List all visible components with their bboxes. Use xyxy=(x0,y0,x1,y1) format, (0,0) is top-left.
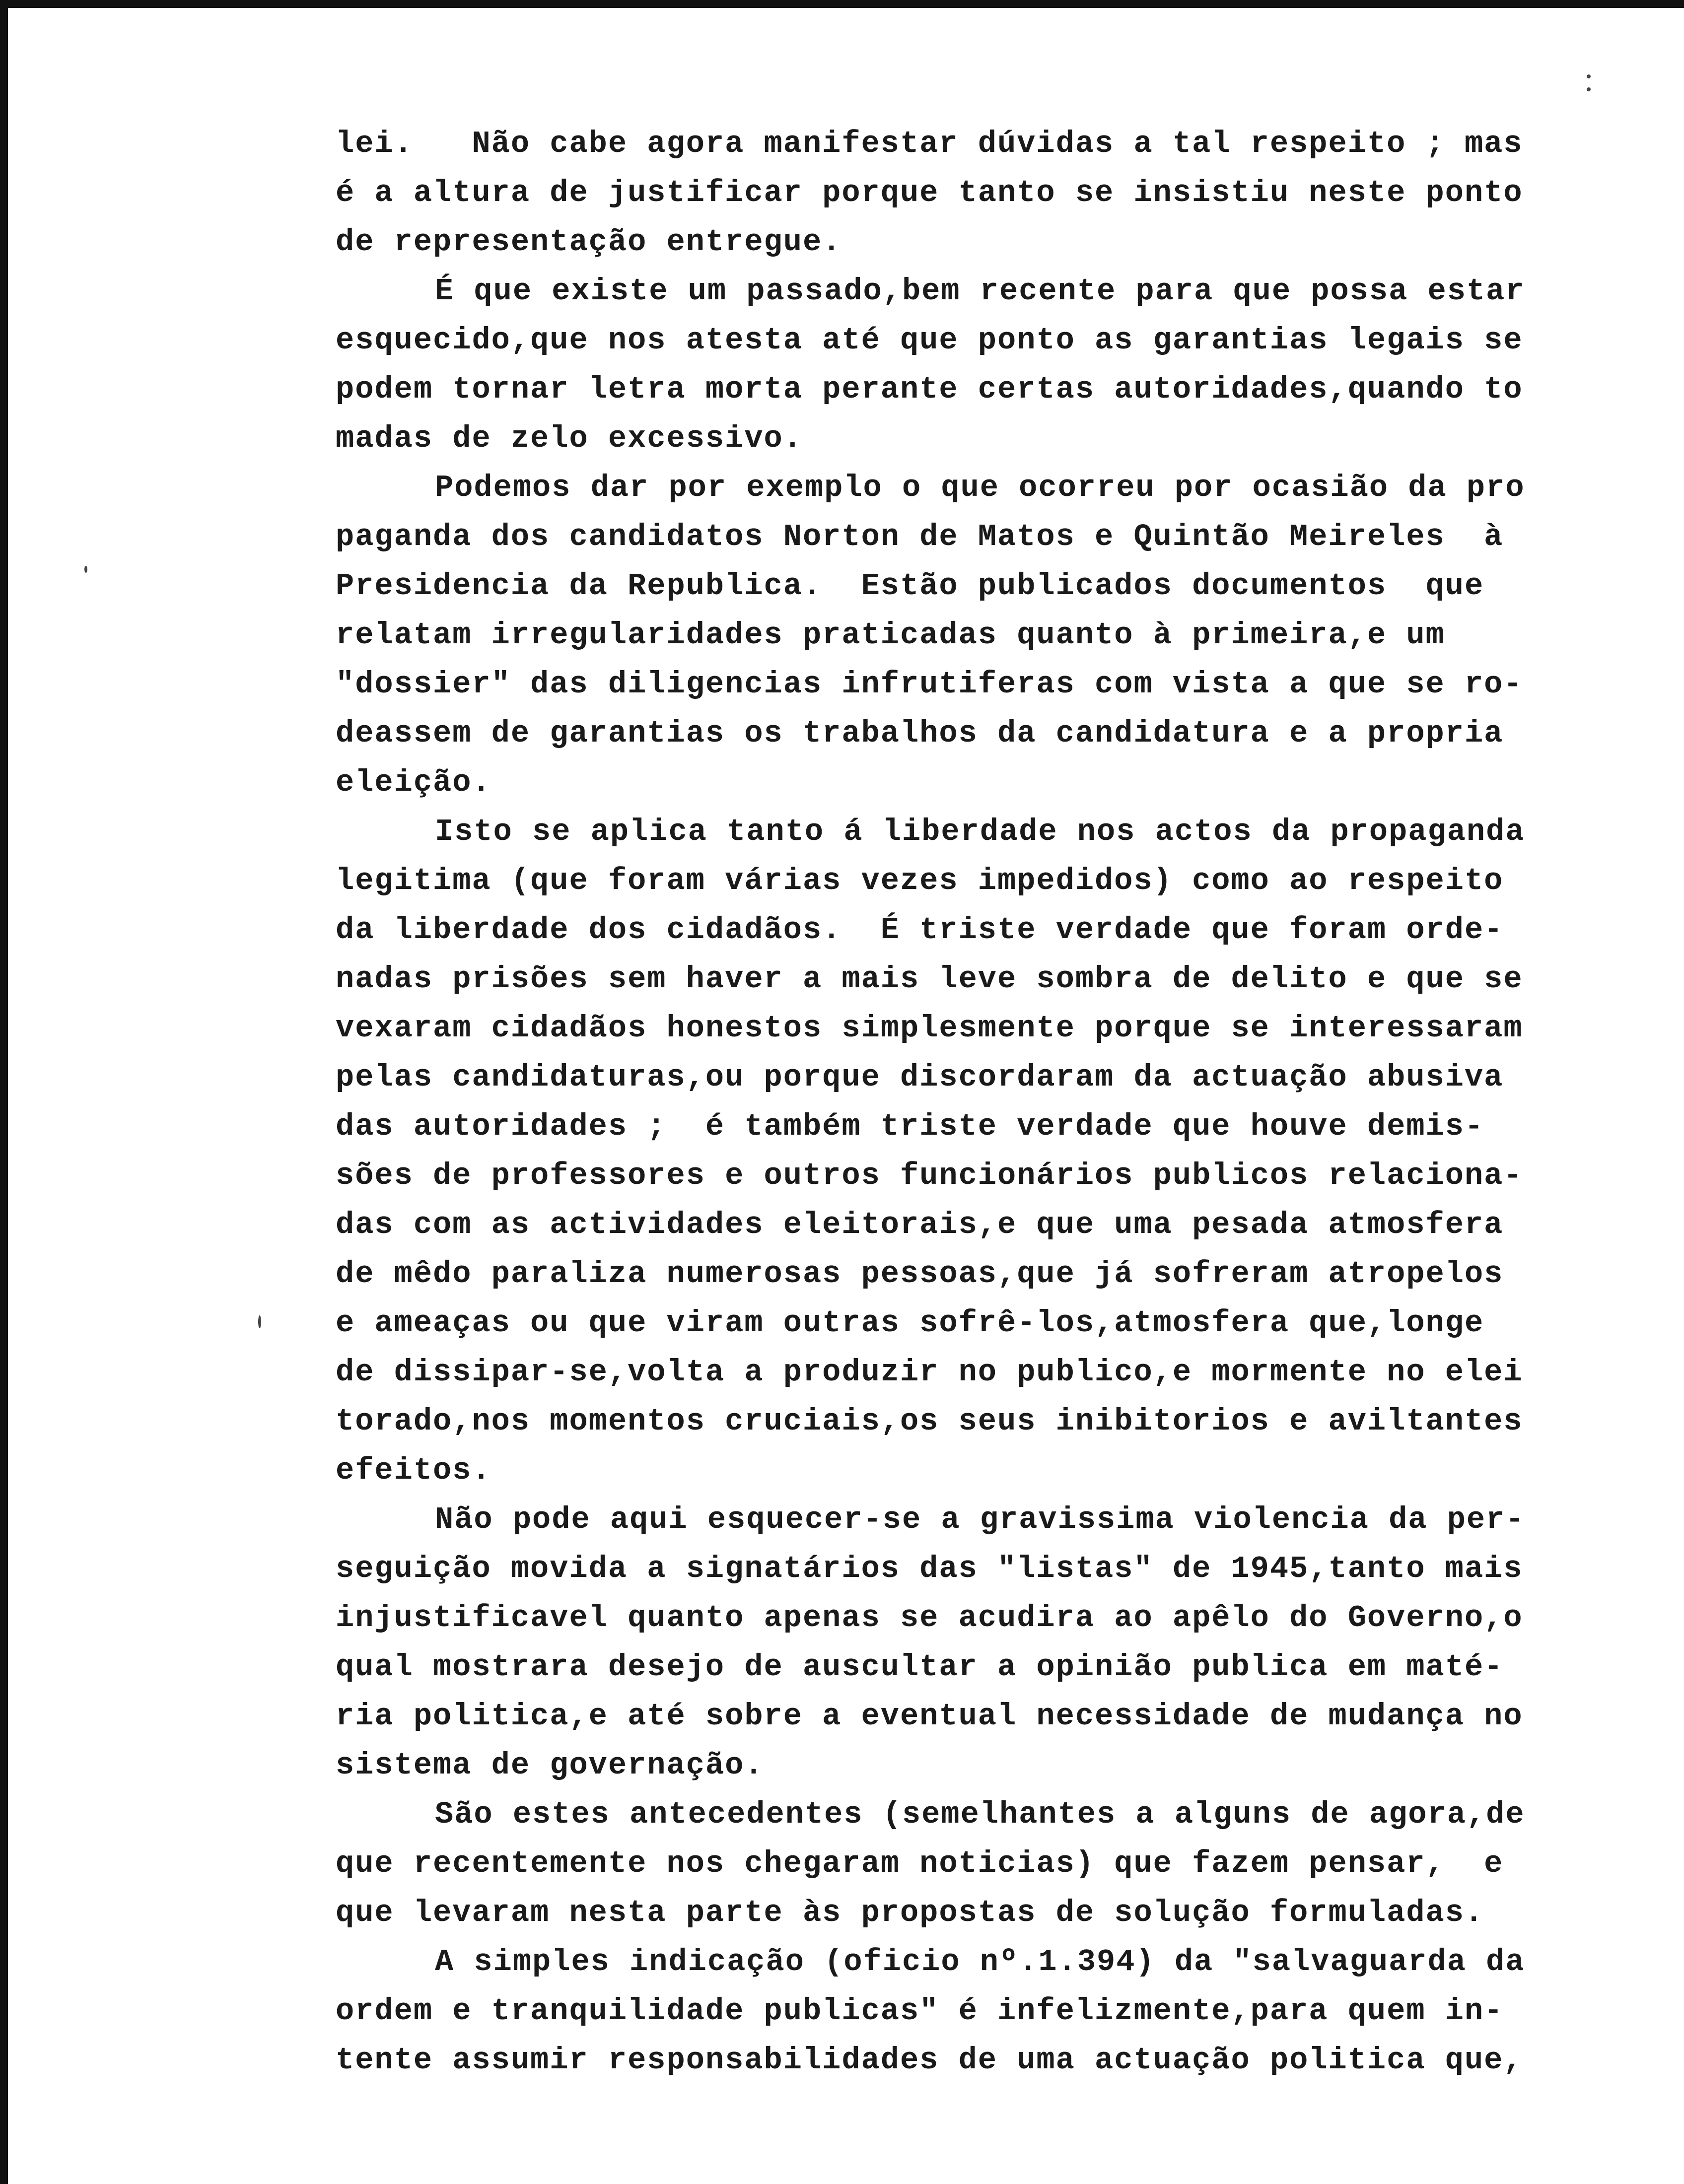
text-line: torado,nos momentos cruciais,os seus inibitorios e aviltantes xyxy=(336,1404,1523,1439)
text-line: efeitos. xyxy=(336,1453,491,1488)
text-line: de dissipar-se,volta a produzir no publico,e mormente no elei xyxy=(336,1355,1523,1390)
scan-speck xyxy=(258,1315,261,1328)
text-line: lei. Não cabe agora manifestar dúvidas a tal respeito ; mas xyxy=(336,126,1523,161)
text-line: paganda dos candidatos Norton de Matos e Quintão Meireles à xyxy=(336,519,1504,554)
text-line: eleição. xyxy=(336,765,491,800)
text-line: sões de professores e outros funcionários publicos relaciona- xyxy=(336,1158,1523,1193)
text-line: Podemos dar por exemplo o que ocorreu por ocasião da pro xyxy=(435,470,1525,505)
text-line: Isto se aplica tanto á liberdade nos actos da propaganda xyxy=(435,814,1525,849)
text-line: nadas prisões sem haver a mais leve sombra de delito e que se xyxy=(336,961,1523,997)
text-line: Presidencia da Republica. Estão publicados documentos que xyxy=(336,568,1484,604)
text-line: São estes antecedentes (semelhantes a alguns de agora,de xyxy=(435,1797,1525,1832)
text-line: podem tornar letra morta perante certas autoridades,quando to xyxy=(336,372,1523,407)
text-line: É que existe um passado,bem recente para que possa estar xyxy=(435,273,1525,309)
text-line: injustificavel quanto apenas se acudira ao apêlo do Governo,o xyxy=(336,1600,1523,1636)
text-line: deassem de garantias os trabalhos da candidatura e a propria xyxy=(336,716,1504,751)
scan-border-top xyxy=(0,0,1684,8)
text-line: sistema de governação. xyxy=(336,1748,764,1783)
text-line: de mêdo paraliza numerosas pessoas,que já sofreram atropelos xyxy=(336,1256,1504,1292)
scan-border-left xyxy=(0,0,8,2184)
text-line: "dossier" das diligencias infrutiferas com vista a que se ro- xyxy=(336,667,1523,702)
typewritten-text-body xyxy=(336,119,1547,2085)
text-line: ria politica,e até sobre a eventual necessidade de mudança no xyxy=(336,1699,1523,1734)
text-line: vexaram cidadãos honestos simplesmente porque se interessaram xyxy=(336,1011,1523,1046)
text-line: e ameaças ou que viram outras sofrê-los,atmosfera que,longe xyxy=(336,1305,1484,1341)
scan-speck xyxy=(1587,87,1591,91)
text-line: esquecido,que nos atesta até que ponto as garantias legais se xyxy=(336,323,1523,358)
text-line: de representação entregue. xyxy=(336,224,842,260)
text-line: que levaram nesta parte às propostas de solução formuladas. xyxy=(336,1895,1484,1930)
text-line: pelas candidaturas,ou porque discordaram da actuação abusiva xyxy=(336,1060,1504,1095)
text-line: é a altura de justificar porque tanto se insistiu neste ponto xyxy=(336,175,1523,210)
text-line: madas de zelo excessivo. xyxy=(336,421,803,456)
text-line: da liberdade dos cidadãos. É triste verdade que foram orde- xyxy=(336,912,1504,948)
text-line: tente assumir responsabilidades de uma actuação politica que, xyxy=(336,2043,1523,2078)
text-line: ordem e tranquilidade publicas" é infelizmente,para quem in- xyxy=(336,1993,1504,2029)
text-line: qual mostrara desejo de auscultar a opinião publica em maté- xyxy=(336,1649,1504,1685)
text-line: seguição movida a signatários das "listas" de 1945,tanto mais xyxy=(336,1551,1523,1586)
text-line: que recentemente nos chegaram noticias) que fazem pensar, e xyxy=(336,1846,1504,1881)
scan-speck xyxy=(84,566,87,573)
text-line: legitima (que foram várias vezes impedidos) como ao respeito xyxy=(336,863,1504,898)
text-line: Não pode aqui esquecer-se a gravissima violencia da per- xyxy=(435,1502,1525,1537)
scan-speck xyxy=(1587,74,1591,78)
text-line: das com as actividades eleitorais,e que uma pesada atmosfera xyxy=(336,1207,1504,1242)
text-line: das autoridades ; é também triste verdade que houve demis- xyxy=(336,1109,1484,1144)
text-line: A simples indicação (oficio nº.1.394) da "salvaguarda da xyxy=(435,1944,1525,1979)
text-line: relatam irregularidades praticadas quanto à primeira,e um xyxy=(336,617,1445,653)
